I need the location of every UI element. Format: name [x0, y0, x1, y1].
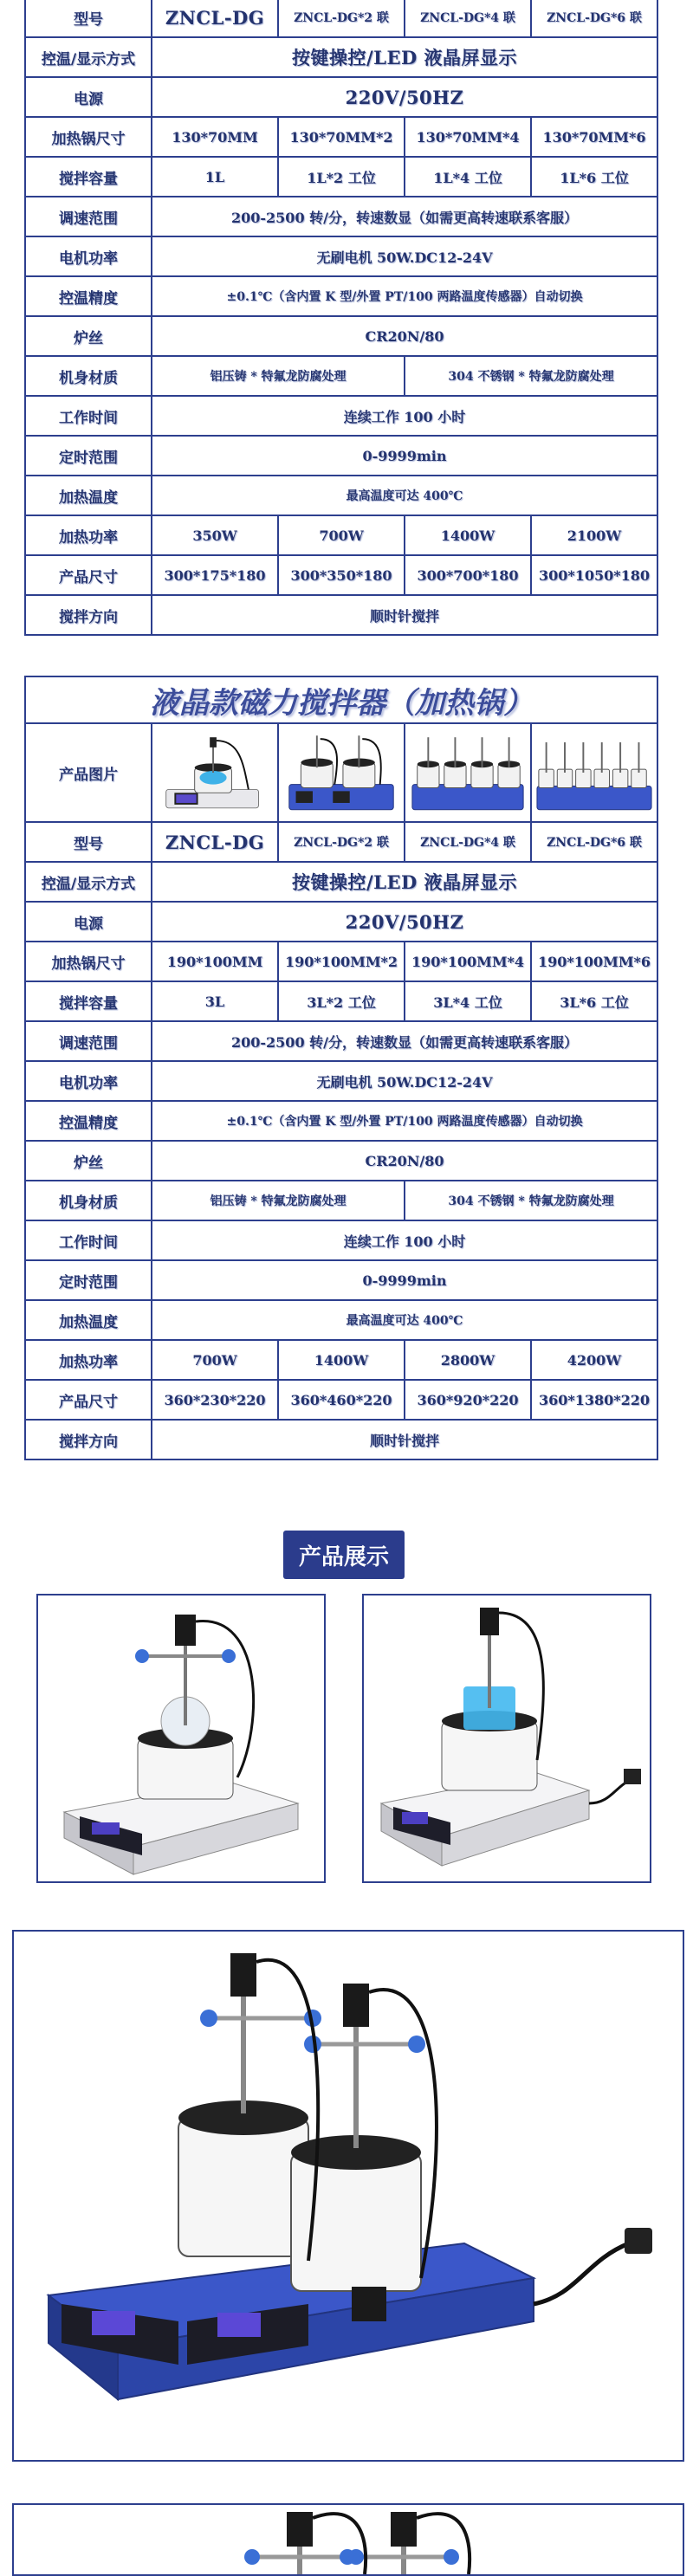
- spec-table-1: [24, 0, 658, 636]
- product-thumb-2: [278, 723, 405, 822]
- multi-stirrer-image: [14, 2505, 683, 2574]
- row-label: 加热功率: [25, 1340, 152, 1380]
- pot-size-cell: 130*70MM*4: [405, 117, 531, 157]
- speed-value: 200-2500 转/分，转速数显（如需更高转速联系客服）: [152, 1021, 657, 1061]
- row-label: 调速范围: [25, 197, 152, 236]
- row-label: 工作时间: [25, 1220, 152, 1260]
- size-cell: 300*175*180: [152, 555, 278, 595]
- capacity-cell: 3L*6 工位: [531, 981, 657, 1021]
- row-label: 炉丝: [25, 316, 152, 356]
- row-label: 加热温度: [25, 1300, 152, 1340]
- spec-table-2: [24, 676, 658, 1460]
- showcase-badge: 产品展示: [283, 1531, 405, 1579]
- table-row: [25, 316, 657, 356]
- work-time-value: 连续工作 100 小时: [152, 1220, 657, 1260]
- row-label: 炉丝: [25, 1141, 152, 1181]
- capacity-cell: 1L*4 工位: [405, 157, 531, 197]
- product-thumb-1: [152, 723, 278, 822]
- heat-power-cell: 700W: [278, 515, 405, 555]
- row-label: 产品图片: [25, 723, 152, 822]
- heat-power-cell: 350W: [152, 515, 278, 555]
- heat-power-cell: 1400W: [278, 1340, 405, 1380]
- control-value: 按键操控/LED 液晶屏显示: [152, 37, 657, 77]
- product-thumb-6: [531, 723, 657, 822]
- row-label: 控温/显示方式: [25, 37, 152, 77]
- row-label: 控温精度: [25, 1101, 152, 1141]
- model-cell: ZNCL-DG*4 联: [405, 822, 531, 862]
- row-label: 电源: [25, 77, 152, 117]
- row-label: 控温/显示方式: [25, 862, 152, 902]
- row-label: 工作时间: [25, 396, 152, 436]
- body-material-left: 铝压铸 * 特氟龙防腐处理: [152, 1181, 405, 1220]
- body-material-left: 铝压铸 * 特氟龙防腐处理: [152, 356, 405, 396]
- product-photo-4: [12, 2503, 684, 2576]
- size-cell: 360*460*220: [278, 1380, 405, 1420]
- capacity-cell: 1L*6 工位: [531, 157, 657, 197]
- speed-value: 200-2500 转/分，转速数显（如需更高转速联系客服）: [152, 197, 657, 236]
- table-row: [25, 77, 657, 117]
- wire-value: CR20N/80: [152, 1141, 657, 1181]
- row-label: 电机功率: [25, 236, 152, 276]
- row-label: 搅拌容量: [25, 157, 152, 197]
- timer-value: 0-9999min: [152, 1260, 657, 1300]
- heat-temp-value: 最高温度可达 400℃: [152, 1300, 657, 1340]
- table-row: [25, 1300, 657, 1340]
- size-cell: 300*1050*180: [531, 555, 657, 595]
- size-cell: 300*700*180: [405, 555, 531, 595]
- row-label: 加热锅尺寸: [25, 117, 152, 157]
- row-label: 电机功率: [25, 1061, 152, 1101]
- table-row: [25, 902, 657, 942]
- row-label: 电源: [25, 902, 152, 942]
- size-cell: 360*230*220: [152, 1380, 278, 1420]
- product-photo-2: [362, 1594, 651, 1883]
- table-row: [25, 157, 657, 197]
- table-row: [25, 822, 657, 862]
- table-row: [25, 1021, 657, 1061]
- row-label: 控温精度: [25, 276, 152, 316]
- row-label: 加热温度: [25, 476, 152, 515]
- table-row: [25, 942, 657, 981]
- single-stirrer-beaker-image: [364, 1595, 650, 1881]
- pot-size-cell: 190*100MM*6: [531, 942, 657, 981]
- body-material-right: 304 不锈钢 * 特氟龙防腐处理: [405, 1181, 657, 1220]
- row-label: 机身材质: [25, 356, 152, 396]
- pot-size-cell: 130*70MM: [152, 117, 278, 157]
- pot-size-cell: 130*70MM*6: [531, 117, 657, 157]
- stirrer-1-unit-image: [156, 728, 274, 818]
- table-row: [25, 117, 657, 157]
- stirrer-4-unit-image: [409, 728, 527, 818]
- table-row: [25, 436, 657, 476]
- table-row: [25, 595, 657, 635]
- table-row: [25, 515, 657, 555]
- power-value: 220V/50HZ: [152, 77, 657, 117]
- pot-size-cell: 190*100MM*2: [278, 942, 405, 981]
- product-photo-1: [36, 1594, 326, 1883]
- model-cell: ZNCL-DG*6 联: [531, 0, 657, 37]
- direction-value: 顺时针搅拌: [152, 1420, 657, 1460]
- heat-power-cell: 4200W: [531, 1340, 657, 1380]
- table-row: [25, 1181, 657, 1220]
- model-cell: ZNCL-DG*4 联: [405, 0, 531, 37]
- table-row: [25, 37, 657, 77]
- timer-value: 0-9999min: [152, 436, 657, 476]
- table-row: [25, 396, 657, 436]
- accuracy-value: ±0.1℃（含内置 K 型/外置 PT/100 两路温度传感器）自动切换: [152, 1101, 657, 1141]
- size-cell: 360*1380*220: [531, 1380, 657, 1420]
- table-row: [25, 476, 657, 515]
- size-cell: 360*920*220: [405, 1380, 531, 1420]
- model-cell: ZNCL-DG*6 联: [531, 822, 657, 862]
- capacity-cell: 3L*2 工位: [278, 981, 405, 1021]
- pot-size-cell: 190*100MM*4: [405, 942, 531, 981]
- row-label: 机身材质: [25, 1181, 152, 1220]
- row-label: 产品尺寸: [25, 555, 152, 595]
- row-label: 定时范围: [25, 436, 152, 476]
- wire-value: CR20N/80: [152, 316, 657, 356]
- table-title: 液晶款磁力搅拌器（加热锅）: [25, 676, 657, 723]
- table-row: [25, 1141, 657, 1181]
- table-row: [25, 197, 657, 236]
- body-material-right: 304 不锈钢 * 特氟龙防腐处理: [405, 356, 657, 396]
- double-stirrer-image: [14, 1932, 683, 2460]
- pot-size-cell: 130*70MM*2: [278, 117, 405, 157]
- product-photo-3: [12, 1930, 684, 2462]
- capacity-cell: 3L*4 工位: [405, 981, 531, 1021]
- heat-power-cell: 1400W: [405, 515, 531, 555]
- table-row: [25, 1260, 657, 1300]
- row-label: 产品尺寸: [25, 1380, 152, 1420]
- table-row: [25, 356, 657, 396]
- table-row: [25, 276, 657, 316]
- pot-size-cell: 190*100MM: [152, 942, 278, 981]
- table-row: [25, 981, 657, 1021]
- table-row: [25, 862, 657, 902]
- table-row: [25, 1420, 657, 1460]
- row-label: 型号: [25, 0, 152, 37]
- row-label: 定时范围: [25, 1260, 152, 1300]
- table-row: [25, 1101, 657, 1141]
- motor-value: 无刷电机 50W.DC12-24V: [152, 1061, 657, 1101]
- table-row: [25, 1340, 657, 1380]
- table-row: [25, 1220, 657, 1260]
- single-stirrer-flask-image: [38, 1595, 324, 1881]
- heat-temp-value: 最高温度可达 400℃: [152, 476, 657, 515]
- row-label: 加热锅尺寸: [25, 942, 152, 981]
- table-row: [25, 723, 657, 822]
- row-label: 搅拌方向: [25, 595, 152, 635]
- row-label: 调速范围: [25, 1021, 152, 1061]
- accuracy-value: ±0.1℃（含内置 K 型/外置 PT/100 两路温度传感器）自动切换: [152, 276, 657, 316]
- heat-power-cell: 700W: [152, 1340, 278, 1380]
- row-label: 搅拌方向: [25, 1420, 152, 1460]
- direction-value: 顺时针搅拌: [152, 595, 657, 635]
- work-time-value: 连续工作 100 小时: [152, 396, 657, 436]
- model-cell: ZNCL-DG: [152, 822, 278, 862]
- stirrer-2-unit-image: [282, 728, 400, 818]
- row-label: 加热功率: [25, 515, 152, 555]
- table-row: [25, 555, 657, 595]
- capacity-cell: 1L*2 工位: [278, 157, 405, 197]
- heat-power-cell: 2800W: [405, 1340, 531, 1380]
- row-label: 搅拌容量: [25, 981, 152, 1021]
- model-cell: ZNCL-DG*2 联: [278, 822, 405, 862]
- capacity-cell: 3L: [152, 981, 278, 1021]
- model-cell: ZNCL-DG*2 联: [278, 0, 405, 37]
- row-label: 型号: [25, 822, 152, 862]
- table-row: [25, 676, 657, 723]
- product-thumb-4: [405, 723, 531, 822]
- table-row: [25, 0, 657, 37]
- stirrer-6-unit-image: [535, 728, 653, 818]
- motor-value: 无刷电机 50W.DC12-24V: [152, 236, 657, 276]
- heat-power-cell: 2100W: [531, 515, 657, 555]
- control-value: 按键操控/LED 液晶屏显示: [152, 862, 657, 902]
- power-value: 220V/50HZ: [152, 902, 657, 942]
- size-cell: 300*350*180: [278, 555, 405, 595]
- table-row: [25, 236, 657, 276]
- table-row: [25, 1061, 657, 1101]
- table-row: [25, 1380, 657, 1420]
- capacity-cell: 1L: [152, 157, 278, 197]
- model-cell: ZNCL-DG: [152, 0, 278, 37]
